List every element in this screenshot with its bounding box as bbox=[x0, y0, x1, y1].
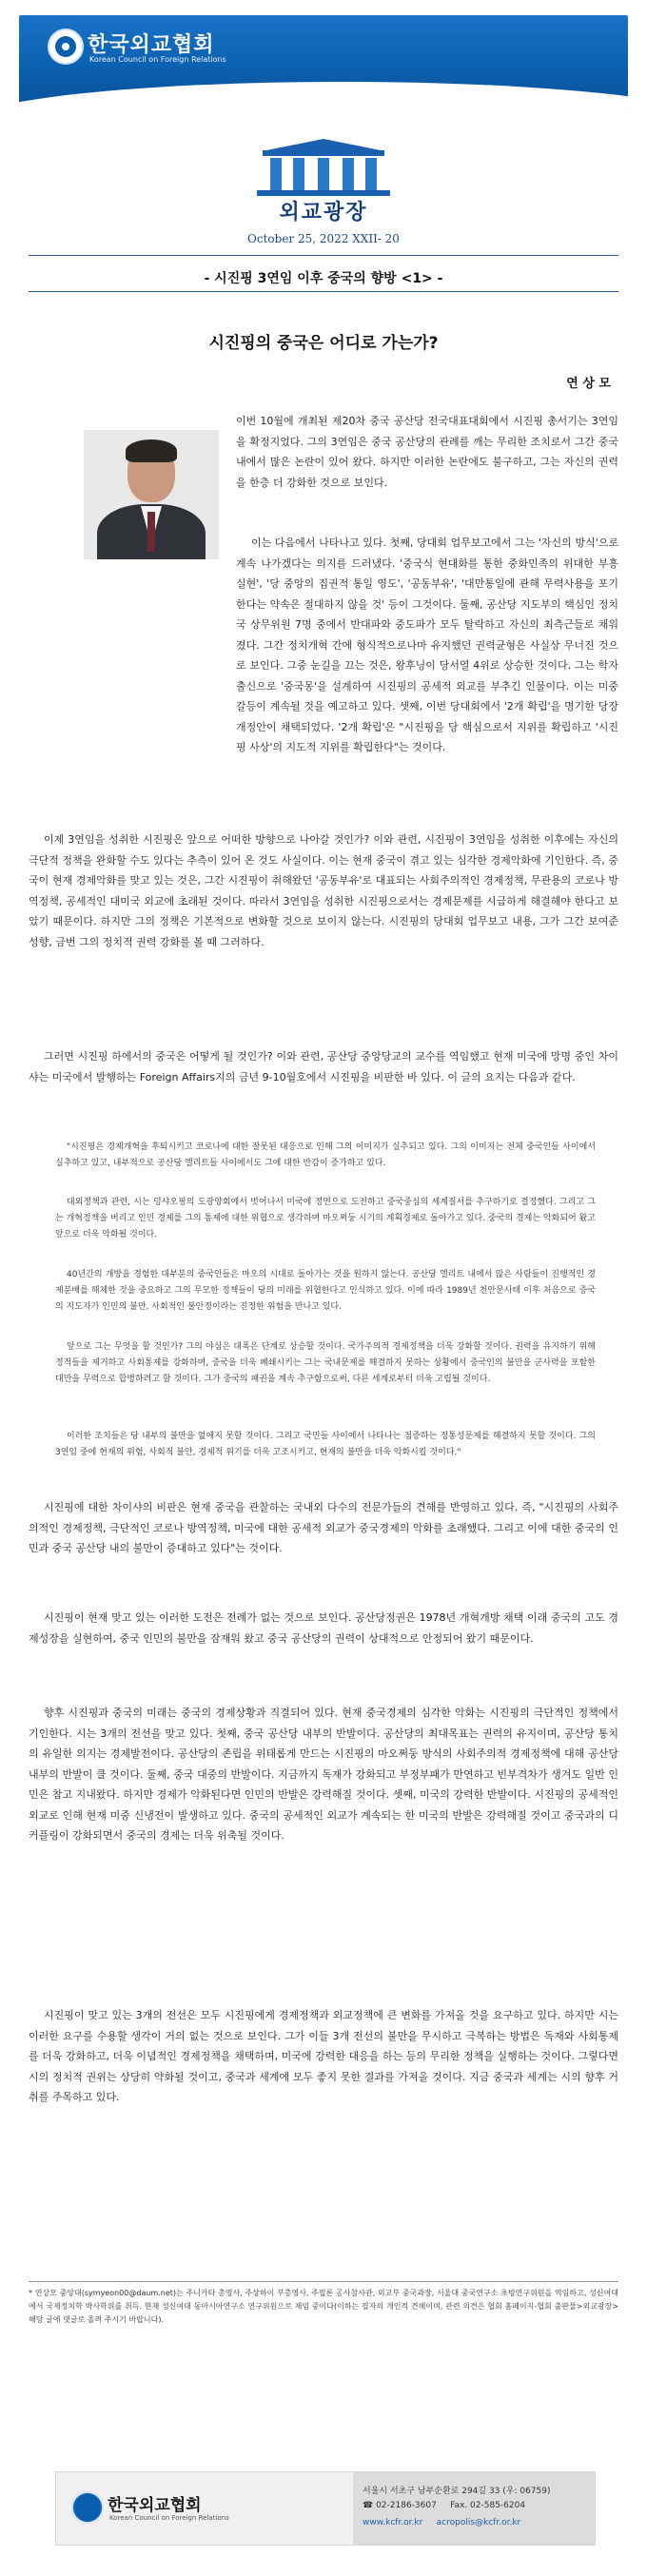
footer-email-link[interactable]: acropolis@kcfr.or.kr bbox=[436, 2518, 521, 2527]
paragraph: 이번 10월에 개최된 제20차 중국 공산당 전국대표대회에서 시진핑 총서기는 3연임을 확정지었다. 그의 3연임은 중국 공산당의 관례를 깨는 무리한 조치로서 그간 중국 내에서 많은 논란이 있어 왔다. 하지만 이러한 논란에도 불구하고, 그는 자신의 권력을 한층 더 강화한 것으로 보인다. bbox=[236, 415, 618, 489]
paragraph: 시진핑에 대한 차이샤의 비판은 현재 중국을 관찰하는 국내외 다수의 전문가들의 견해를 반영하고 있다. 즉, "시진핑의 사회주의적인 경제정책, 극단적인 코로나 방역정책, 미국에 대한 공세적 외교가 중국경제의 악화를 초래했다. 그리고 이에 대한 중국의 인민과 중국 공산당 내의 불만이 증대하고 있다"는 것이다. bbox=[29, 1501, 618, 1554]
quote-paragraph: 대외정책과 관련, 시는 덩샤오핑의 도광양회에서 벗어나서 미국에 정면으로 도전하고 중국중심의 세계질서를 추구하기로 결정했다. 그리고 그는 개혁정책을 버리고 인민 경제를 그의 통제에 대한 위협으로 생각하며 마오쩌둥 시기의 계획경제로 돌아가고 있다. 중국의 경제는 악화되어 왔고 앞으로 더욱 악화될 것이다. bbox=[55, 1198, 596, 1239]
footer-org-name-english: Korean Council on Foreign Relations bbox=[109, 2514, 229, 2522]
org-name-korean: 한국외교협회 bbox=[88, 33, 215, 57]
footer-org-name: 한국외교협회 bbox=[108, 2496, 202, 2515]
footer-address: 서울시 서초구 남부순환로 294길 33 (우: 06759) bbox=[363, 2487, 551, 2496]
masthead-logo bbox=[257, 139, 390, 230]
paragraph: 그러면 시진핑 하에서의 중국은 어떻게 될 것인가? 이와 관련, 공산당 중앙당교의 교수를 역임했고 현재 미국에 망명 중인 차이샤는 미국에서 발행하는 Foreign Affairs지의 금년 9-10월호에서 시진핑을 비판한 바 있다. 이 글의 요지는 다음과 같다. bbox=[29, 1050, 618, 1083]
quote-paragraph: 40년간의 개방을 경험한 대부분의 중국인들은 마오의 시대로 돌아가는 것을 원하지 않는다. 공산당 엘리트 내에서 많은 사람들이 진행적인 경제분배를 해체한 것을 중요하고 그의 무모한 정책들이 당의 미래를 위협한다고 인식하고 있다. 이에 따라 1989년 천안문사태 이후 처음으로 중국의 지도자가 인민의 불만, 사회적인 불안정이라는 진정한 위험을 만나고 있다. bbox=[55, 1270, 596, 1312]
banner-wave bbox=[19, 82, 628, 114]
footer-box bbox=[55, 2471, 596, 2546]
issue-date: October 25, 2022 XXII- 20 bbox=[247, 232, 400, 245]
divider bbox=[29, 2281, 618, 2282]
quote-paragraph: "시진핑은 경제개혁을 후퇴시키고 코로나에 대한 잘못된 대응으로 인해 그의 이미지가 실추되고 있다. 그의 이미지는 전체 중국인들 사이에서 실추하고 있고, 내부적으로 공산당 엘리트들 사이에서도 그에 대한 반감이 증가하고 있다. bbox=[55, 1142, 596, 1168]
masthead-title: 외교광장 bbox=[279, 201, 368, 224]
divider bbox=[29, 255, 618, 256]
quote-paragraph: 앞으로 그는 무엇을 할 것인가? 그의 야심은 대폭은 단계로 상승할 것이다. 국가주의적 경제정책을 더욱 강화할 것이다. 권력을 유지하기 위해 정적들을 제거하고 사회통제를 강화하며, 중국을 더욱 폐쇄시키는 그는 국내문제를 해결하지 못하는 상황에서 중국인의 불만을 군사력을 포함한 대만을 무력으로 합병하려고 할 것이다. 그가 중국의 패권을 계속 추구함으로써, 다른 세계로부터 더욱 고립될 것이다. bbox=[55, 1342, 596, 1384]
paragraph: 이는 다음에서 나타나고 있다. 첫째, 당대회 업무보고에서 그는 '자신의 방식'으로 계속 나가겠다는 의지를 드러냈다. '중국식 현대화를 통한 중화민족의 위대한 부흥 실현', '당 중앙의 집권적 통일 영도', '공동부유', '대만통일에 관해 무력사용을 포기한다는 약속은 절대하지 않을 것' 등이 그것이다. 둘째, 공산당 지도부의 핵심인 정치국 상무위원 7명 중에서 반대파와 중도파가 모두 탈락하고 자신의 최측근들로 채워졌다. 그간 정치개혁 간에 형식적으로나마 유지했던 권력균형은 사실상 무너진 것으로 보인다. 그중 눈길을 끄는 것은, 왕후닝이 당서열 4위로 상승한 것이다. 그는 학자 출신으로 '중국몽'을 설계하여 시진핑의 공세적 외교를 부추긴 인물이다. 이는 미중 갈등이 계속될 것을 예고하고 있다. 셋째, 이번 당대회에서 '2개 확립'을 명기한 당장 개정안이 채택되었다. '2개 확립'은 "시진핑을 당 핵심으로서 지위를 확립하고 '시진핑 사상'의 지도적 지위를 확립한다"는 것이다. bbox=[236, 537, 618, 753]
paragraph: 시진핑이 현재 맞고 있는 이러한 도전은 전례가 없는 것으로 보인다. 공산당정권은 1978년 개혁개방 채택 이래 중국의 고도 경제성장을 실현하여, 중국 인민의 불만을 잠재워 왔고 중국 공산당의 권력이 상대적으로 안정되어 왔기 때문이다. bbox=[29, 1611, 618, 1645]
footer-contact bbox=[353, 2472, 595, 2545]
paragraph: 이제 3연임을 성취한 시진핑은 앞으로 어떠한 방향으로 나아갈 것인가? 이와 관련, 시진핑이 3연임을 성취한 이후에는 자신의 극단적 정책을 완화할 수도 있다는 추측이 있어 온 것도 사실이다. 이는 현재 중국이 겪고 있는 심각한 경제악화에 기인한다. 즉, 중국이 현재 경제악화를 맞고 있는 것은, 그간 시진핑이 취해왔던 '공동부유'로 대표되는 사회주의적인 경제정책, 무관용의 코로나 방역정책, 공세적인 대미국 외교에 초래된 것이다. 따라서 3연임을 성취한 시진핑으로서는 경제문제를 시급하게 해결해야 한다고 보았기 때문이다. 하지만 그의 정책은 기본적으로 변화할 것으로 보이지 않는다. 시진핑의 당대회 업무보고 내용, 그가 그간 보여준 성향, 금번 그의 정치적 권력 강화를 볼 때 그러하다. bbox=[29, 833, 618, 948]
author-photo bbox=[84, 430, 219, 559]
footer-phone: ☎ 02-2186-3607 bbox=[363, 2501, 437, 2510]
paragraph: 향후 시진핑과 중국의 미래는 중국의 경제상황과 직결되어 있다. 현재 중국경제의 심각한 악화는 시진핑의 극단적인 정책에서 기인한다. 시는 3개의 전선을 맞고 있다. 첫째, 중국 공산당 내부의 반발이다. 공산당의 최대목표는 권력의 유지이며, 공산당 통치의 유일한 의지는 경제발전이다. 공산당의 존립을 위태롭게 만드는 시진핑의 마오쩌둥 방식의 사회주의적 경제정책에 대해 공산당 내부의 반발이 클 것이다. 둘째, 중국 대중의 반발이다. 지금까지 독재가 강화되고 부정부패가 만연하고 빈부격차가 생겨도 일반 인민은 참고 지내왔다. 하지만 경제가 악화된다면 인민의 반발은 강력해질 것이다. 셋째, 미국의 강력한 반발이다. 시진핑의 공세적인 외교로 인해 현재 미중 신냉전이 발생하고 있다. 중국의 공세적인 외교가 계속되는 한 미국의 반발은 강력해질 것이고 중국과의 디커플링이 강화되면서 중국의 경제는 더욱 위축될 것이다. bbox=[29, 1707, 618, 1842]
footer-fax: Fax. 02-585-6204 bbox=[450, 2501, 526, 2510]
header-banner bbox=[19, 15, 628, 114]
pillar-roof-icon bbox=[266, 139, 381, 150]
footer-website-link[interactable]: www.kcfr.or.kr bbox=[363, 2518, 423, 2527]
council-seal-icon bbox=[48, 29, 84, 65]
article-author: 연 상 모 bbox=[566, 377, 611, 391]
paragraph: 시진핑이 맞고 있는 3개의 전선은 모두 시진핑에게 경제정책과 외교정책에 큰 변화를 가져올 것을 요구하고 있다. 하지만 시는 이러한 요구를 수용할 생각이 거의 없는 것으로 보인다. 그가 이들 3개 전선의 불만을 무시하고 극복하는 방법은 독재와 사회통제를 더욱 강화하고, 더욱 이념적인 경제정책을 채택하며, 미국에 강력한 대응을 하는 등의 무리한 정책을 실행하는 것이다. 그렇다면 시의 정치적 권위는 상당히 약화될 것이고, 중국과 세계에 모두 좋지 못한 결과를 가져올 것이다. 지금 중국과 세계는 시의 향후 거취를 주목하고 있다. bbox=[29, 2009, 618, 2103]
article-title: 시진핑의 중국은 어디로 가는가? bbox=[208, 334, 439, 353]
divider bbox=[29, 291, 618, 292]
council-seal-icon bbox=[71, 2491, 104, 2524]
series-title: - 시진핑 3연임 이후 중국의 향방 <1> - bbox=[204, 271, 443, 286]
org-name-english: Korean Council on Foreign Relations bbox=[89, 55, 226, 64]
author-footnote: * 연상모 중앙대(symyeon00@daum.net)는 주니카타 총영사, 주상하이 부총영사, 주필론 공사참사관, 외교부 중국과장, 서울대 중국연구소 초빙연구위원을 역임하고, 성신여대에서 국제정치학 박사학위를 취득. 현재 성신여대 동아시아연구소 연구위원으로 재임 중이다(이하는 필자의 개인적 견해이며, 관련 의견은 협회 홈페이지-협회 출판물>외교광장>해당 글에 댓글로 올려 주시기 바랍니다). bbox=[29, 2289, 618, 2324]
quote-paragraph: 이러한 조치들은 당 내부의 불만을 없애지 못할 것이다. 그리고 국민들 사이에서 나타나는 점증하는 정통성문제를 해결하지 못할 것이다. 그의 3연임 중에 현재의 위험, 사회적 불안, 경제적 위기를 더욱 고조시키고, 현재의 불만을 더욱 악화시킬 것이다." bbox=[55, 1432, 596, 1457]
